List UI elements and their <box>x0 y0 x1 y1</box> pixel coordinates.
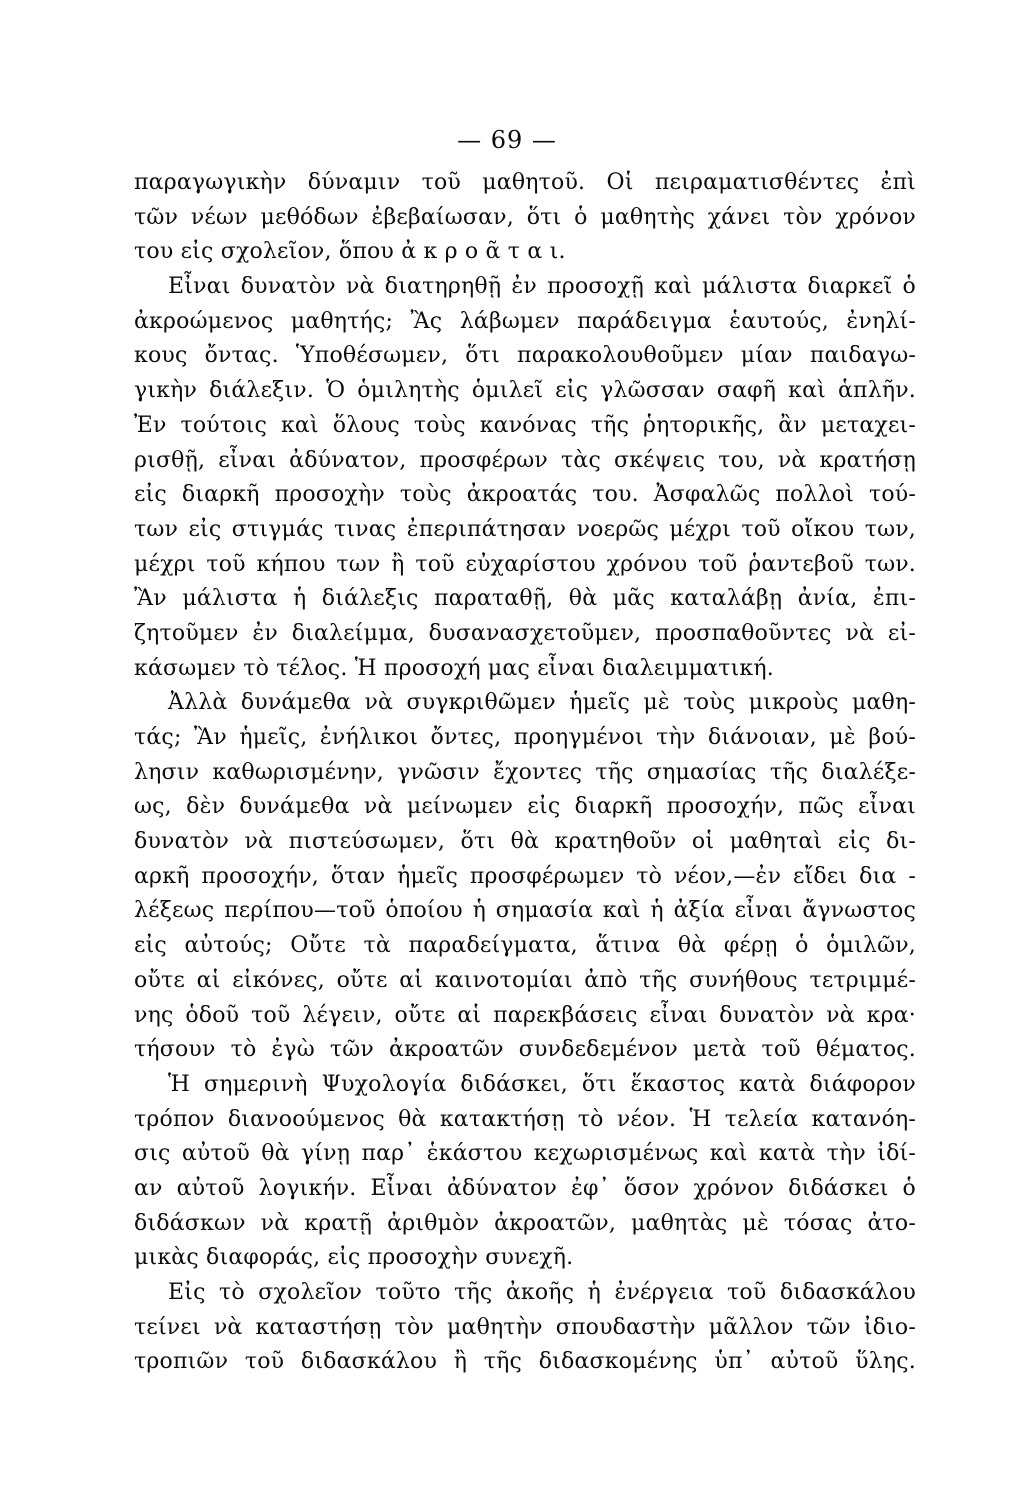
text-line: διδάσκων νὰ κρατῇ ἀριθμὸν ἀκροατῶν, μαθητὰς μὲ τόσας ἀτο- <box>134 1210 916 1236</box>
text-line: νης ὁδοῦ τοῦ λέγειν, οὔτε αἱ παρεκβάσεις εἶναι δυνατὸν νὰ κρα· <box>134 1002 916 1028</box>
text-line: Εἰς τὸ σχολεῖον τοῦτο τῆς ἀκοῆς ἡ ἐνέργεια τοῦ διδασκάλου <box>168 1280 916 1305</box>
text-line: αρκῆ προσοχήν, ὅταν ἡμεῖς προσφέρωμεν τὸ νέον,—ἐν εἴδει δια - <box>134 863 916 889</box>
text-line: Ἐν τούτοις καὶ ὅλους τοὺς κανόνας τῆς ῥητορικῆς, ἂν μεταχει- <box>134 412 916 438</box>
text-line: κους ὄντας. Ὑποθέσωμεν, ὅτι παρακολουθοῦμεν μίαν παιδαγω- <box>134 343 916 369</box>
text-line: μικὰς διαφοράς, εἰς προσοχὴν συνεχῆ. <box>134 1245 574 1271</box>
text-line: αν αὐτοῦ λογικήν. Εἶναι ἀδύνατον ἐφ᾽ ὅσον χρόνον διδάσκει ὁ <box>134 1175 916 1201</box>
page-number: — 69 — <box>457 126 557 154</box>
text-line: Ἀλλὰ δυνάμεθα νὰ συγκριθῶμεν ἡμεῖς μὲ τοὺς μικροὺς μαθη- <box>168 690 916 716</box>
text-line: τήσουν τὸ ἐγὼ τῶν ἀκροατῶν συνδεδεμένον μετὰ τοῦ θέματος. <box>134 1037 916 1063</box>
text-line: οὔτε αἱ εἰκόνες, οὔτε αἱ καινοτομίαι ἀπὸ τῆς συνήθους τετριμμέ- <box>134 967 916 993</box>
text-line: τείνει νὰ καταστήσῃ τὸν μαθητὴν σπουδαστὴν μᾶλλον τῶν ἰδιο- <box>134 1314 916 1340</box>
text-line: Ἡ σημερινὴ Ψυχολογία διδάσκει, ὅτι ἕκαστος κατὰ διάφορον <box>168 1071 916 1097</box>
text-line: των εἰς στιγμάς τινας ἐπεριπάτησαν νοερῶς μέχρι τοῦ οἴκου των, <box>134 516 916 542</box>
text-line: εἰς διαρκῆ προσοχὴν τοὺς ἀκροατάς του. Ἀσφαλῶς πολλοὶ τού- <box>134 482 916 508</box>
text-line: δυνατὸν νὰ πιστεύσωμεν, ὅτι θὰ κρατηθοῦν οἱ μαθηταὶ εἰς δι- <box>134 829 916 855</box>
text-line: του εἰς σχολεῖον, ὅπου ἀ κ ρ ο ᾶ τ α ι. <box>134 239 566 265</box>
text-line: κάσωμεν τὸ τέλος. Ἡ προσοχή μας εἶναι διαλειμματική. <box>134 655 774 681</box>
text-line: λέξεως περίπου—τοῦ ὁποίου ἡ σημασία καὶ ἡ ἀξία εἶναι ἄγνωστος <box>134 898 916 924</box>
text-line: εἰς αὐτούς; Οὔτε τὰ παραδείγματα, ἅτινα θὰ φέρῃ ὁ ὁμιλῶν, <box>134 933 916 959</box>
body-text <box>134 166 916 1380</box>
text-line: Ἂν μάλιστα ἡ διάλεξις παραταθῇ, θὰ μᾶς καταλάβῃ ἀνία, ἐπι- <box>134 586 916 612</box>
text-line: ρισθῇ, εἶναι ἀδύνατον, προσφέρων τὰς σκέψεις του, νὰ κρατήσῃ <box>134 447 916 473</box>
text-line: τρόπον διανοούμενος θὰ κατακτήσῃ τὸ νέον. Ἡ τελεία κατανόη- <box>134 1106 916 1132</box>
text-line: ως, δὲν δυνάμεθα νὰ μείνωμεν εἰς διαρκῆ προσοχήν, πῶς εἶναι <box>134 794 916 820</box>
text-line: γικὴν διάλεξιν. Ὁ ὁμιλητὴς ὁμιλεῖ εἰς γλῶσσαν σαφῆ καὶ ἁπλῆν. <box>134 378 916 404</box>
text-line: Εἶναι δυνατὸν νὰ διατηρηθῇ ἐν προσοχῇ καὶ μάλιστα διαρκεῖ ὁ <box>168 274 916 300</box>
text-line: μέχρι τοῦ κήπου των ἢ τοῦ εὐχαρίστου χρόνου τοῦ ῥαντεβοῦ των. <box>134 551 916 577</box>
text-line: λησιν καθωρισμένην, γνῶσιν ἔχοντες τῆς σημασίας τῆς διαλέξε- <box>134 759 916 785</box>
text-line: ζητοῦμεν ἐν διαλείμμα, δυσανασχετοῦμεν, προσπαθοῦντες νὰ εἰ- <box>134 620 916 646</box>
text-line: τῶν νέων μεθόδων ἐβεβαίωσαν, ὅτι ὁ μαθητὴς χάνει τὸν χρόνον <box>134 204 916 230</box>
text-line: τροπιῶν τοῦ διδασκάλου ἢ τῆς διδασκομένης ὑπ᾽ αὐτοῦ ὕλης. <box>134 1349 916 1375</box>
text-line: παραγωγικὴν δύναμιν τοῦ μαθητοῦ. Οἱ πειραματισθέντες ἐπὶ <box>134 170 916 195</box>
text-line: τάς; Ἂν ἡμεῖς, ἐνήλικοι ὄντες, προηγμένοι τὴν διάνοιαν, μὲ βού- <box>134 725 916 750</box>
text-line: σις αὐτοῦ θὰ γίνῃ παρ᾽ ἑκάστου κεχωρισμένως καὶ κατὰ τὴν ἰδί- <box>134 1141 916 1167</box>
text-line: ἀκροώμενος μαθητής; Ἂς λάβωμεν παράδειγμα ἑαυτούς, ἐνηλί- <box>134 308 916 334</box>
